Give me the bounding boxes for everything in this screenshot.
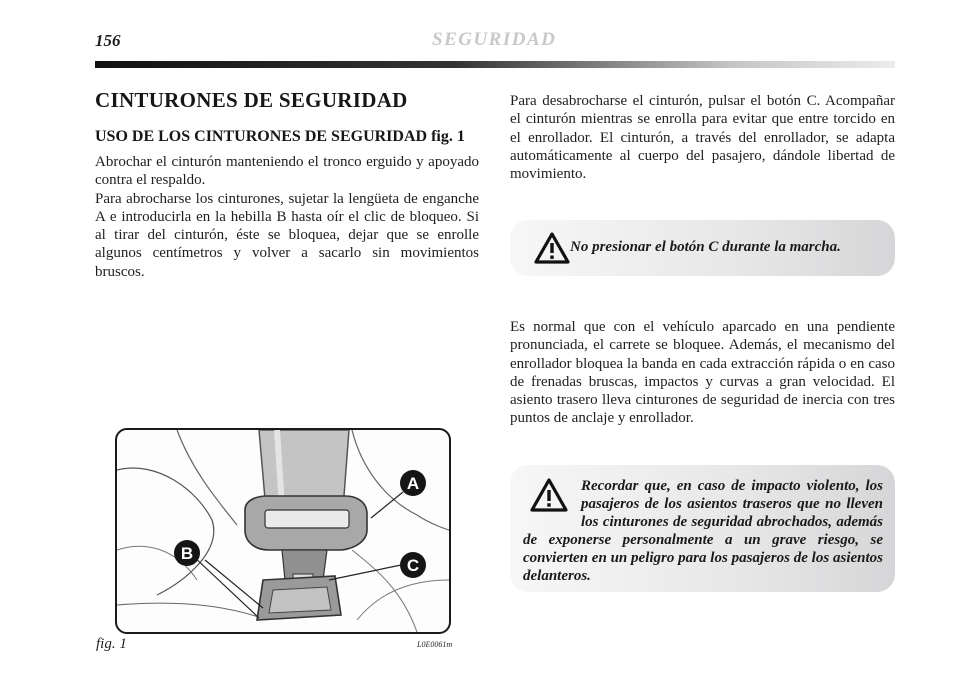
warning-box-button <box>510 220 895 276</box>
warning-triangle-icon <box>534 232 570 264</box>
warning-box-rear-passengers <box>510 465 895 592</box>
paragraph-retractor: Es normal que con el vehículo aparcado en una pendiente pronunciada, el carrete se bloquee. Además, el mecanismo del enrollador bloquea la banda en cada extracción rápida o en caso de frenadas bruscas, impactos y curvas a gran velocidad. El asiento trasero lleva cinturones de seguridad de inercia con tres puntos de anclaje y enrollador. <box>510 319 895 427</box>
label-b: B <box>180 544 194 563</box>
main-heading: CINTURONES DE SEGURIDAD <box>95 88 408 112</box>
paragraph-fastening: Para abrocharse los cinturones, sujetar la lengüeta de enganche A e introducirla en la hebilla B hasta oír el clic de bloqueo. Si al tirar del cinturón, éste se bloquea, dejar que se enrolle algunos centímetros y volver a sacarlo sin movimientos bruscos. <box>95 190 479 280</box>
seatbelt-illustration <box>117 430 449 632</box>
page-number: 156 <box>95 31 121 50</box>
sub-heading: USO DE LOS CINTURONES DE SEGURIDAD fig. 1 <box>95 128 465 145</box>
section-title: SEGURIDAD <box>432 29 557 50</box>
figure-code: L0E0061m <box>417 640 453 649</box>
paragraph-unfastening: Para desabrocharse el cinturón, pulsar el botón C. Acompañar el cinturón mientras se enrolla para evitar que entre torcido en el enrollador. El cinturón, a través del enrollador, se adapta automáticamente al cuerpo del pasajero, dándole libertad de movimiento. <box>510 93 895 183</box>
header-rule <box>95 61 895 68</box>
label-c: C <box>406 556 420 575</box>
right-column <box>510 92 895 183</box>
figure-caption: fig. 1 <box>96 636 127 652</box>
warning-text: Recordar que, en caso de impacto violento, los pasajeros de los asientos traseros que no lleven los cinturones de seguridad abrochados, además de exponerse personalmente a un grave riesgo, se convierten en un peligro para los pasajeros de los asientos delanteros. <box>523 478 883 585</box>
left-column <box>95 88 479 281</box>
warning-text: No presionar el botón C durante la marcha. <box>570 239 841 255</box>
right-column-lower <box>510 318 895 428</box>
seatbelt-figure <box>115 428 451 634</box>
label-a: A <box>406 474 420 493</box>
paragraph-posture: Abrochar el cinturón manteniendo el tronco erguido y apoyado contra el respaldo. <box>95 154 479 189</box>
